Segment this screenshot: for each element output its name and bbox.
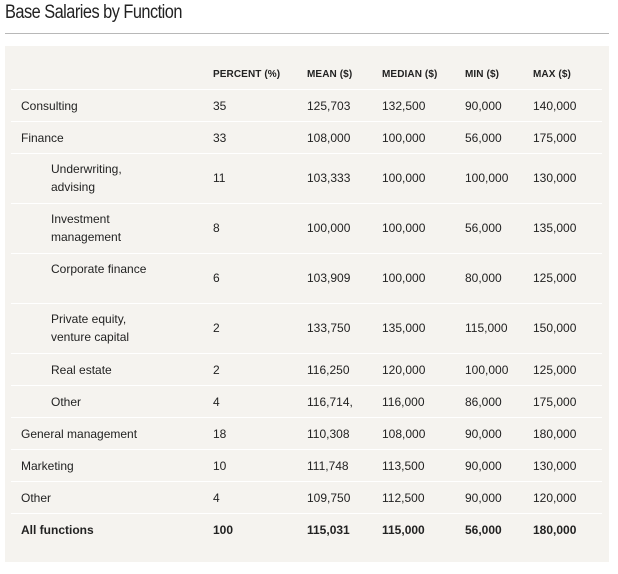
row-label: Real estate bbox=[51, 363, 112, 377]
cell-max: 130,000 bbox=[533, 459, 577, 473]
cell-median: 120,000 bbox=[382, 363, 426, 377]
cell-percent: 4 bbox=[213, 395, 220, 409]
salary-table bbox=[11, 58, 602, 545]
table-row bbox=[11, 450, 602, 482]
cell-median: 115,000 bbox=[382, 523, 425, 537]
row-label: General management bbox=[21, 427, 138, 441]
cell-mean: 111,748 bbox=[307, 459, 349, 473]
cell-percent: 2 bbox=[213, 363, 220, 377]
row-label: Consulting bbox=[21, 99, 78, 113]
cell-percent: 8 bbox=[213, 221, 220, 235]
cell-mean: 109,750 bbox=[307, 491, 351, 505]
cell-max: 125,000 bbox=[533, 363, 577, 377]
row-label: Other bbox=[51, 395, 82, 409]
table-row bbox=[11, 304, 602, 354]
row-label: Private equity, venture capital bbox=[51, 312, 130, 344]
cell-median: 100,000 bbox=[382, 131, 426, 145]
cell-mean: 103,333 bbox=[307, 171, 351, 185]
header-percent: PERCENT (%) bbox=[213, 69, 281, 80]
cell-median: 132,500 bbox=[382, 99, 426, 113]
table-row bbox=[11, 122, 602, 154]
table-row bbox=[11, 418, 602, 450]
cell-min: 100,000 bbox=[465, 363, 509, 377]
cell-min: 115,000 bbox=[465, 321, 508, 335]
cell-percent: 11 bbox=[213, 171, 226, 185]
cell-median: 112,500 bbox=[382, 491, 425, 505]
cell-min: 90,000 bbox=[465, 427, 502, 441]
table-row bbox=[11, 90, 602, 122]
page-title: Base Salaries by Function bbox=[5, 2, 182, 23]
cell-median: 100,000 bbox=[382, 221, 426, 235]
title-divider bbox=[5, 33, 609, 34]
header-max: MAX ($) bbox=[533, 69, 571, 80]
cell-mean: 116,714, bbox=[307, 395, 353, 409]
cell-mean: 100,000 bbox=[307, 221, 351, 235]
table-row bbox=[11, 204, 602, 254]
row-label: All functions bbox=[21, 523, 94, 537]
cell-mean: 125,703 bbox=[307, 99, 351, 113]
cell-max: 120,000 bbox=[533, 491, 577, 505]
row-label: Other bbox=[21, 491, 52, 505]
cell-max: 130,000 bbox=[533, 171, 577, 185]
cell-percent: 2 bbox=[213, 321, 220, 335]
cell-percent: 6 bbox=[213, 271, 220, 285]
cell-median: 108,000 bbox=[382, 427, 426, 441]
cell-mean: 103,909 bbox=[307, 271, 351, 285]
table-row bbox=[11, 386, 602, 418]
cell-median: 116,000 bbox=[382, 395, 425, 409]
cell-percent: 35 bbox=[213, 99, 227, 113]
row-label: Investment management bbox=[51, 212, 122, 244]
table-header-row bbox=[11, 58, 602, 90]
cell-max: 175,000 bbox=[533, 131, 577, 145]
cell-min: 86,000 bbox=[465, 395, 502, 409]
cell-percent: 33 bbox=[213, 131, 227, 145]
header-mean: MEAN ($) bbox=[307, 69, 353, 80]
cell-min: 80,000 bbox=[465, 271, 502, 285]
cell-min: 90,000 bbox=[465, 459, 502, 473]
header-median: MEDIAN ($) bbox=[382, 69, 438, 80]
cell-percent: 100 bbox=[213, 523, 234, 537]
cell-min: 56,000 bbox=[465, 131, 502, 145]
cell-max: 175,000 bbox=[533, 395, 577, 409]
cell-min: 90,000 bbox=[465, 99, 502, 113]
cell-median: 135,000 bbox=[382, 321, 426, 335]
cell-min: 90,000 bbox=[465, 491, 502, 505]
cell-max: 180,000 bbox=[533, 427, 577, 441]
cell-median: 100,000 bbox=[382, 171, 426, 185]
row-label: Finance bbox=[21, 131, 64, 145]
row-label: Marketing bbox=[21, 459, 74, 473]
cell-max: 140,000 bbox=[533, 99, 577, 113]
cell-percent: 10 bbox=[213, 459, 227, 473]
cell-max: 150,000 bbox=[533, 321, 577, 335]
cell-mean: 133,750 bbox=[307, 321, 351, 335]
cell-max: 125,000 bbox=[533, 271, 577, 285]
cell-min: 56,000 bbox=[465, 221, 502, 235]
cell-min: 56,000 bbox=[465, 523, 502, 537]
table-row bbox=[11, 154, 602, 204]
cell-min: 100,000 bbox=[465, 171, 509, 185]
cell-max: 135,000 bbox=[533, 221, 577, 235]
cell-mean: 110,308 bbox=[307, 427, 350, 441]
cell-max: 180,000 bbox=[533, 523, 577, 537]
table-total-row bbox=[11, 514, 602, 545]
table-row bbox=[11, 482, 602, 514]
cell-median: 113,500 bbox=[382, 459, 425, 473]
cell-percent: 18 bbox=[213, 427, 227, 441]
row-label: Corporate finance bbox=[51, 262, 147, 276]
cell-mean: 116,250 bbox=[307, 363, 350, 377]
table-row bbox=[11, 354, 602, 386]
cell-mean: 115,031 bbox=[307, 523, 350, 537]
header-min: MIN ($) bbox=[465, 69, 500, 80]
table-row bbox=[11, 254, 602, 304]
cell-median: 100,000 bbox=[382, 271, 426, 285]
cell-percent: 4 bbox=[213, 491, 220, 505]
row-label: Underwriting, advising bbox=[51, 162, 122, 194]
cell-mean: 108,000 bbox=[307, 131, 351, 145]
